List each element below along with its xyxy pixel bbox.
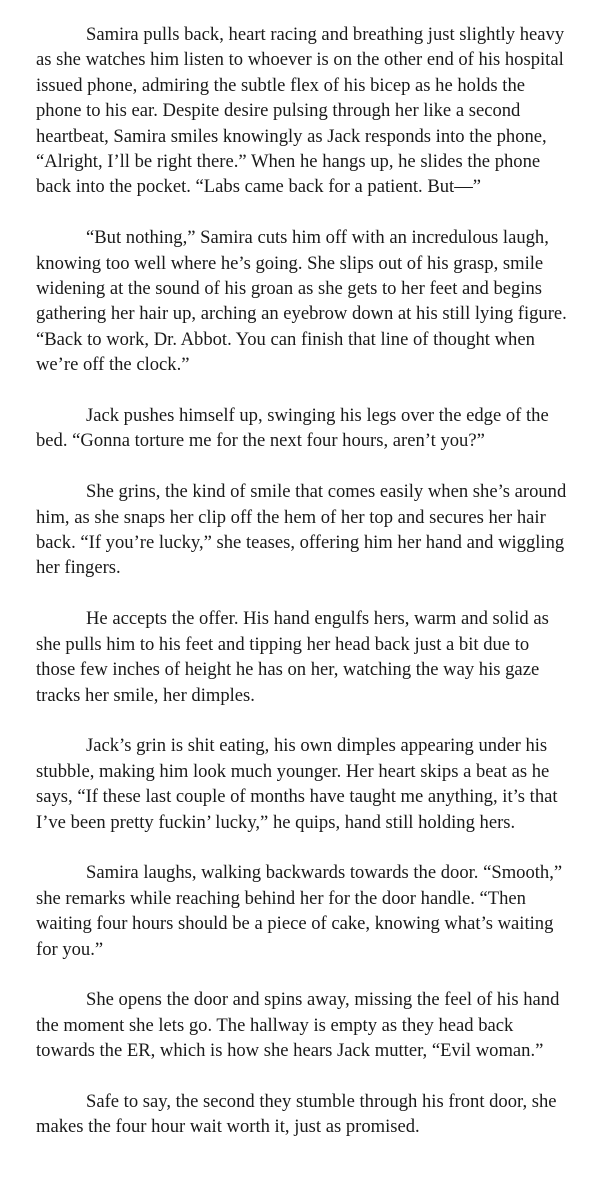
paragraph-7: Samira laughs, walking backwards towards the door. “Smooth,” she remarks while reaching behind her for the door handle. “Then waiting four hours should be a piece of cake, knowing what’s waiting for you.”	[36, 862, 563, 960]
paragraph-6: Jack’s grin is shit eating, his own dimples appearing under his stubble, making him look much younger. Her heart skips a beat as he says, “If these last couple of months have taught me anything, it’s that I’ve been pretty fuckin’ lucky,” he quips, hand still holding hers.	[36, 735, 558, 833]
paragraph-5: He accepts the offer. His hand engulfs hers, warm and solid as she pulls him to his feet and tipping her head back just a bit due to those few inches of height he has on her, watching the way his gaze tracks her smile, her dimples.	[36, 608, 549, 706]
paragraph-4: She grins, the kind of smile that comes easily when she’s around him, as she snaps her clip off the hem of her top and secures her hair back. “If you’re lucky,” she teases, offering him her hand and wiggling her fingers.	[36, 481, 567, 579]
paragraph-9: Safe to say, the second they stumble through his front door, she makes the four hour wait worth it, just as promised.	[36, 1090, 557, 1138]
paragraph-3: Jack pushes himself up, swinging his legs over the edge of the bed. “Gonna torture me for the next four hours, aren’t you?”	[36, 405, 549, 452]
paragraph-2: “But nothing,” Samira cuts him off with an incredulous laugh, knowing too well where he’s going. She slips out of his grasp, smile widening at the sound of his groan as she gets to her feet and begins gathering her hair up, arching an eyebrow down at his still lying figure. “Back to work, Dr. Abbot. You can finish that line of thought when we’re off the clock.”	[36, 227, 567, 376]
paragraph-1: Samira pulls back, heart racing and breathing just slightly heavy as she watches him listen to whoever is on the other end of his hospital issued phone, admiring the subtle flex of his bicep as he holds the phone to his ear. Despite desire pulsing through her like a second heartbeat, Samira smiles knowingly as Jack responds into the phone, “Alright, I’ll be right there.” When he hangs up, he slides the phone back into the pocket. “Labs came back for a patient. But—”	[36, 24, 565, 198]
story-text	[36, 22, 572, 1140]
paragraph-8: She opens the door and spins away, missing the feel of his hand the moment she lets go. The hallway is empty as they head back towards the ER, which is how she hears Jack mutter, “Evil woman.”	[36, 989, 560, 1062]
